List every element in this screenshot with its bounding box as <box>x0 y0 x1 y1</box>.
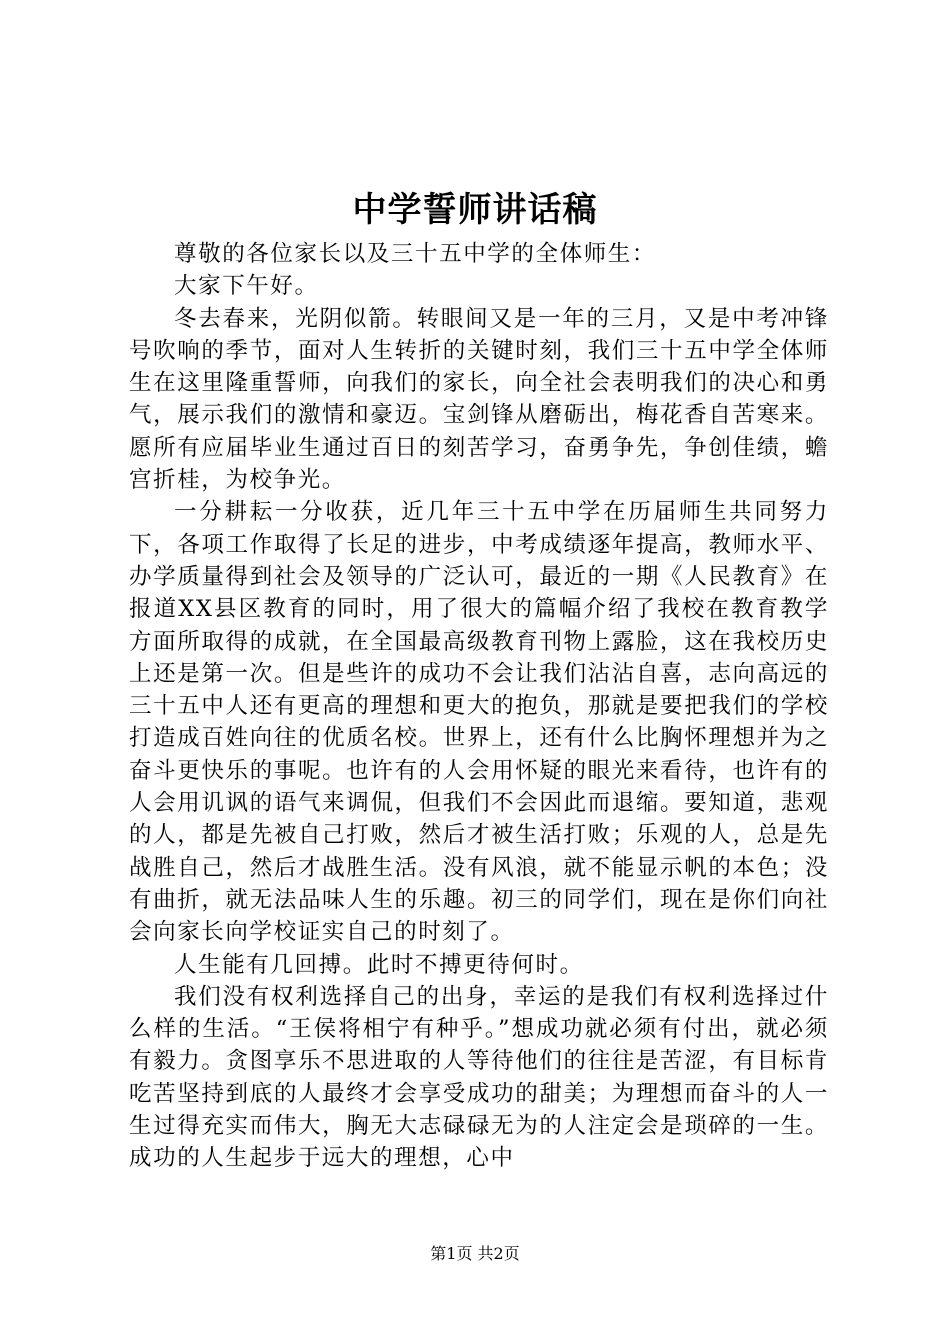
document-body <box>129 238 829 1175</box>
body-paragraph: 我们没有权利选择自己的出身，幸运的是我们有权利选择过什么样的生活。“王侯将相宁有种乎。”想成功就必须有付出，就必须有毅力。贪图享乐不思进取的人等待他们的往往是苦涩，有目标肯吃苦坚持到底的人最终才会享受成功的甜美；为理想而奋斗的人一生过得充实而伟大，胸无大志碌碌无为的人注定会是琐碎的一生。成功的人生起步于远大的理想，心中 <box>129 983 829 1172</box>
body-paragraph: 一分耕耘一分收获，近几年三十五中学在历届师生共同努力下，各项工作取得了长足的进步，中考成绩逐年提高，教师水平、办学质量得到社会及领导的广泛认可，最近的一期《人民教育》在报道XX县区教育的同时，用了很大的篇幅介绍了我校在教育教学方面所取得的成就，在全国最高级教育刊物上露脸，这在我校历史上还是第一次。但是些许的成功不会让我们沾沾自喜，志向高远的三十五中人还有更高的理想和更大的抱负，那就是要把我们的学校打造成百姓向往的优质名校。世界上，还有什么比胸怀理想并为之奋斗更快乐的事呢。也许有的人会用怀疑的眼光来看待，也许有的人会用讥讽的语气来调侃，但我们不会因此而退缩。要知道，悲观的人，都是先被自己打败，然后才被生活打败；乐观的人，总是先战胜自己，然后才战胜生活。没有风浪，就不能显示帆的本色；没有曲折，就无法品味人生的乐趣。初三的同学们，现在是你们向社会向家长向学校证实自己的时刻了。 <box>129 499 829 946</box>
document-title: 中学誓师讲话稿 <box>352 190 598 230</box>
page-number-footer: 第1页 共2页 <box>430 1244 520 1263</box>
body-paragraph: 人生能有几回搏。此时不搏更待何时。 <box>174 951 584 978</box>
greeting-paragraph: 大家下午好。 <box>174 273 319 300</box>
body-paragraph: 冬去春来，光阴似箭。转眼间又是一年的三月，又是中考冲锋号吹响的季节，面对人生转折的关键时刻，我们三十五中学全体师生在这里隆重誓师，向我们的家长，向全社会表明我们的决心和勇气，展示我们的激情和豪迈。宝剑锋从磨砺出，梅花香自苦寒来。愿所有应届毕业生通过百日的刻苦学习，奋勇争先，争创佳绩，蟾宫折桂，为校争光。 <box>129 305 829 494</box>
salutation-paragraph: 尊敬的各位家长以及三十五中学的全体师生： <box>174 241 657 267</box>
